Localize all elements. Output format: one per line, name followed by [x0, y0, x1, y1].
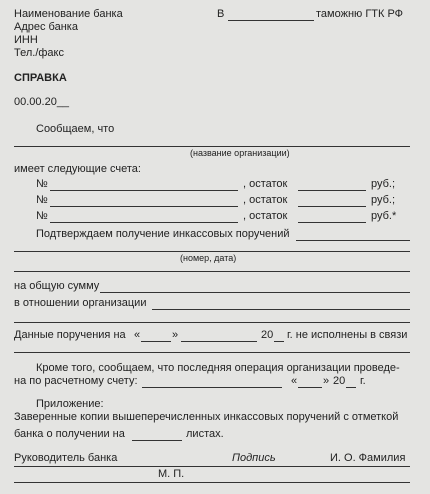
confirm-line-end: [296, 240, 410, 241]
org-name-line: [14, 146, 410, 147]
signature-line: [14, 466, 410, 467]
sheets-count-line: [132, 440, 182, 441]
account-line: [142, 387, 282, 388]
bank-address-label: Адрес банка: [14, 21, 78, 33]
account-remainder-label: , остаток: [243, 194, 288, 206]
account-remainder-line: [298, 222, 366, 223]
quote-open-2: «: [291, 375, 298, 387]
regarding-org-line-2: [14, 322, 410, 323]
account-remainder-line: [298, 190, 366, 191]
orders-line-2: [14, 271, 410, 272]
signature-label: Подпись: [232, 452, 276, 464]
orders-on-label: Данные поручения на: [14, 329, 126, 341]
account-remainder-line: [298, 206, 366, 207]
year-g: г.: [360, 375, 366, 387]
account-number-label: №: [36, 194, 48, 206]
customs-blank-line: [228, 20, 314, 21]
regarding-org-label: в отношении организации: [14, 297, 147, 309]
confirm-text: Подтверждаем получение инкассовых поручений: [36, 228, 290, 240]
org-name-caption: (название организации): [190, 148, 290, 158]
total-sum-line: [100, 292, 410, 293]
account-remainder-label: , остаток: [243, 210, 288, 222]
reason-line: [14, 352, 410, 353]
account-number-line: [50, 222, 238, 223]
month-line: [181, 341, 257, 342]
phone-fax-label: Тел./факс: [14, 47, 64, 59]
customs-label: таможню ГТК РФ: [316, 8, 404, 20]
sheets-label: листах.: [186, 428, 224, 440]
attachment-label: Приложение:: [36, 398, 104, 410]
quote-open: «: [134, 329, 141, 341]
year-prefix-2: 20: [333, 375, 346, 387]
quote-close-2: »: [323, 375, 330, 387]
year-prefix: 20: [261, 329, 274, 341]
to-prefix: В: [217, 8, 225, 20]
year-line: [274, 341, 284, 342]
accounts-intro: имеет следующие счета:: [14, 163, 141, 175]
stamp-label: М. П.: [158, 468, 185, 480]
year-line-2: [346, 387, 356, 388]
not-executed-text: г. не исполнены в связи: [287, 329, 408, 341]
account-remainder-label: , остаток: [243, 178, 288, 190]
bank-head-label: Руководитель банка: [14, 452, 118, 464]
bottom-line: [14, 482, 410, 483]
day-line: [141, 341, 171, 342]
account-number-label: №: [36, 210, 48, 222]
account-currency: руб.;: [371, 178, 396, 190]
inform-text: Сообщаем, что: [36, 123, 115, 135]
account-number-line: [50, 206, 238, 207]
attachment-line-1: Заверенные копии вышеперечисленных инкассовых поручений с отметкой: [14, 411, 399, 423]
account-currency: руб.;: [371, 194, 396, 206]
orders-line: [14, 251, 410, 252]
day-line-2: [298, 387, 322, 388]
account-number-line: [50, 190, 238, 191]
bank-name-label: Наименование банка: [14, 8, 123, 20]
attachment-line-2: банка о получении на: [14, 428, 125, 440]
regarding-org-line: [152, 309, 410, 310]
total-sum-label: на общую сумму: [14, 280, 100, 292]
number-date-caption: (номер, дата): [180, 253, 237, 263]
account-currency: руб.*: [371, 210, 397, 222]
account-number-label: №: [36, 178, 48, 190]
inn-label: ИНН: [14, 34, 38, 46]
full-name-label: И. О. Фамилия: [330, 452, 406, 464]
document-title: СПРАВКА: [14, 72, 67, 84]
quote-close: »: [172, 329, 179, 341]
document-date: 00.00.20__: [14, 96, 70, 108]
besides-line-1: Кроме того, сообщаем, что последняя операция организации проведе-: [36, 362, 400, 374]
besides-line-2: на по расчетному счету:: [14, 375, 138, 387]
